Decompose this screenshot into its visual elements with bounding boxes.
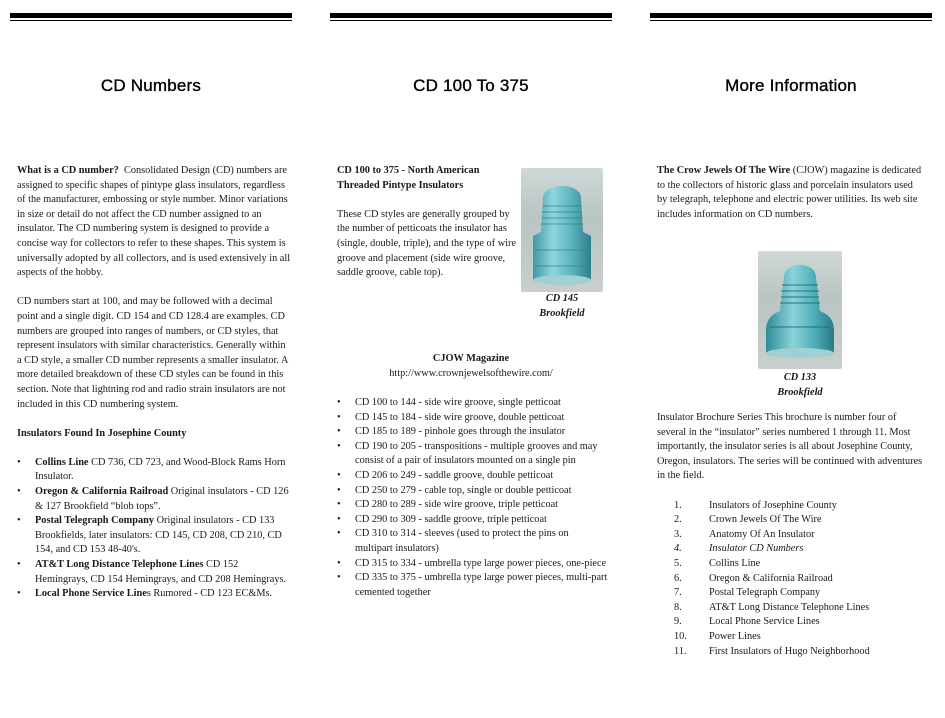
list-item — [17, 514, 292, 558]
top-rule-thin — [10, 20, 292, 21]
item-bold: Postal Telegraph Company — [35, 515, 155, 527]
list-item — [657, 601, 924, 616]
heading-more-information: More Information — [725, 76, 857, 95]
cd145-caption-cd: CD 145 — [545, 293, 579, 304]
item-text: Original insulators - CD 126 & 127 Brookfield “blob tops”. — [35, 486, 289, 512]
cd145-caption-maker: Brookfield — [539, 307, 585, 319]
list-item: • CD 185 to 189 - pinhole goes through the insulator — [337, 425, 608, 440]
cjow-magazine-title — [330, 352, 612, 367]
list-item — [17, 587, 292, 602]
list-item: • CD 335 to 375 - umbrella type large power pieces, multi-part cemented together — [337, 571, 608, 600]
list-label: Insulators of Josephine County — [709, 499, 837, 511]
heading-cd-100-to-375: CD 100 To 375 — [413, 76, 529, 95]
cd-range-description: These CD styles are generally grouped by the number of petticoats the insulator has (single, double, triple), and the type of wire groove and placement (side wire groove, saddle groove, cable top). — [337, 208, 516, 279]
cjow-magazine-title-text: CJOW Magazine — [432, 353, 510, 364]
column-cd-100-to-375 — [330, 0, 612, 718]
list-number: 6. — [674, 572, 682, 584]
cjow-magazine-url: http://www.crownjewelsofthewire.com/ — [389, 367, 553, 379]
list-item — [657, 615, 924, 630]
list-number: 4. — [674, 543, 682, 555]
cd133-caption-cd: CD 133 — [783, 372, 817, 383]
list-number: 1. — [674, 499, 682, 511]
column-cd-numbers — [10, 0, 292, 718]
top-rule-thin — [650, 20, 932, 21]
cjow-magazine-block — [330, 352, 612, 381]
cd145-photo — [521, 168, 603, 292]
list-item — [17, 558, 292, 587]
cjow-name: The Crow Jewels Of The Wire — [657, 165, 791, 176]
josephine-insulators-list — [17, 456, 292, 602]
list-item: • CD 190 to 205 - transpositions - multiple grooves and may consist of a pair of insulators mounted on a single pin — [337, 440, 608, 469]
list-item: • CD 280 to 289 - side wire groove, triple petticoat — [337, 498, 608, 513]
item-bold: Oregon & California Railroad — [35, 486, 169, 498]
cjow-intro-text: (CJOW) magazine is dedicated to the collectors of historic glass and porcelain insulators used by telegraph, telephone and electric power utilities. Its web site includes information on CD numbers. — [657, 165, 922, 220]
list-label: Anatomy Of An Insulator — [709, 528, 815, 540]
list-item — [17, 485, 292, 514]
item-bold: Local Phone Service Line — [35, 588, 147, 600]
list-item: • CD 100 to 144 - side wire groove, single petticoat — [337, 396, 608, 411]
list-label: Collins Line — [709, 557, 761, 569]
cjow-intro-paragraph — [657, 164, 924, 222]
item-text: CD 736, CD 723, and Wood-Block Rams Horn Insulator. — [35, 456, 286, 483]
column-more-information — [650, 0, 932, 718]
cd-numbers-body — [17, 164, 292, 602]
list-number: 2. — [674, 514, 682, 526]
top-rule-thick — [650, 13, 932, 18]
top-rule-thick — [330, 13, 612, 18]
list-label: Oregon & California Railroad — [709, 572, 833, 584]
cd145-caption — [521, 292, 603, 321]
cd-range-title-text: CD 100 to 375 - North American Threaded Pintype Insulators — [337, 165, 480, 191]
cd145-insulator-icon — [521, 168, 603, 292]
list-number: 8. — [674, 601, 682, 613]
cd133-caption — [758, 371, 842, 400]
item-text: s Rumored - CD 123 EC&Ms. — [146, 588, 273, 600]
cd133-insulator-icon — [758, 251, 842, 369]
brochure-series-list — [657, 499, 924, 660]
item-text: Original insulators - CD 133 Brookfields, later insulators: CD 145, CD 208, CD 210, CD 154, and CD 153 48-40's. — [35, 515, 282, 556]
list-number: 7. — [674, 587, 682, 599]
list-item — [657, 645, 924, 660]
list-item: • CD 250 to 279 - cable top, single or double petticoat — [337, 484, 608, 499]
section-title-text: Insulators Found In Josephine County — [17, 427, 187, 439]
list-item — [657, 586, 924, 601]
list-label: Insulator CD Numbers — [709, 543, 804, 555]
intro-text: Consolidated Design (CD) numbers are assigned to specific shapes of pintype glass insulators, regardless of the manufacturer, embossing or style number. Minor variations in size or detail do not affect the CD number assigned to an insulator. The CD numbering system is designed to provide a concise way for collectors to refer to these shapes. This system is universally adopted by all collectors, and is used extensively in all aspects of the hobby. — [17, 165, 291, 279]
list-item-current — [657, 542, 924, 557]
list-number: 5. — [674, 557, 682, 569]
cd133-photo — [758, 251, 842, 369]
list-item: • CD 145 to 184 - side wire groove, double petticoat — [337, 411, 608, 426]
brochure-series — [657, 411, 924, 659]
list-number: 11. — [674, 645, 687, 657]
list-item: • CD 206 to 249 - saddle groove, double petticoat — [337, 469, 608, 484]
list-item — [657, 557, 924, 572]
list-label: Local Phone Service Lines — [709, 616, 820, 628]
list-number: 3. — [674, 528, 682, 540]
cd-range-title — [337, 164, 517, 193]
brochure-series-paragraph: Insulator Brochure Series This brochure is number four of several in the “insulator” series numbered 1 through 11. Most importantly, the insulator series is all about Josephine County, Oregon, insulators. The series will be continued with adventures in the field. — [657, 412, 923, 482]
list-item — [17, 456, 292, 485]
list-label: Postal Telegraph Company — [709, 587, 821, 599]
top-rule-thick — [10, 13, 292, 18]
list-item: • CD 310 to 314 - sleeves (used to protect the pins on multipart insulators) — [337, 527, 608, 556]
cd-range-intro — [337, 164, 517, 281]
heading-cd-numbers: CD Numbers — [100, 76, 202, 95]
intro-paragraph — [17, 164, 292, 281]
cd-style-ranges-list — [337, 396, 608, 600]
list-number: 10. — [674, 630, 687, 642]
list-number: 9. — [674, 616, 682, 628]
item-bold: Collins Line — [35, 456, 89, 468]
list-item: • CD 290 to 309 - saddle groove, triple petticoat — [337, 513, 608, 528]
item-bold: AT&T Long Distance Telephone Lines — [35, 559, 204, 571]
cd133-caption-maker: Brookfield — [777, 386, 823, 398]
intro-question: What is a CD number? — [17, 165, 119, 176]
top-rule-thin — [330, 20, 612, 21]
list-item — [657, 630, 924, 645]
list-item — [657, 499, 924, 514]
list-item — [657, 572, 924, 587]
list-item: • CD 315 to 334 - umbrella type large power pieces, one-piece — [337, 557, 608, 572]
list-item — [657, 528, 924, 543]
section-title — [17, 427, 292, 442]
list-item — [657, 513, 924, 528]
list-label: Power Lines — [709, 630, 761, 642]
cjow-intro — [657, 164, 924, 222]
list-label: First Insulators of Hugo Neighborhood — [709, 645, 870, 657]
cd-range-paragraph: CD numbers start at 100, and may be followed with a decimal point and a single digit. CD 154 and CD 128.4 are examples. CD numbers are grouped into ranges of numbers, or CD styles, that represent insulators with similar characteristics. Generally within a CD style, a smaller CD number represents a smaller insulator. A more detailed breakdown of these CD styles can be found in this section. Note that lightning rod and radio strain insulators are not included in this CD numbering system. — [17, 296, 288, 410]
item-text: CD 152 Hemingrays, CD 154 Hemingrays, and CD 208 Hemingrays. — [35, 559, 287, 585]
list-label: Crown Jewels Of The Wire — [709, 514, 822, 526]
list-label: AT&T Long Distance Telephone Lines — [709, 601, 870, 613]
